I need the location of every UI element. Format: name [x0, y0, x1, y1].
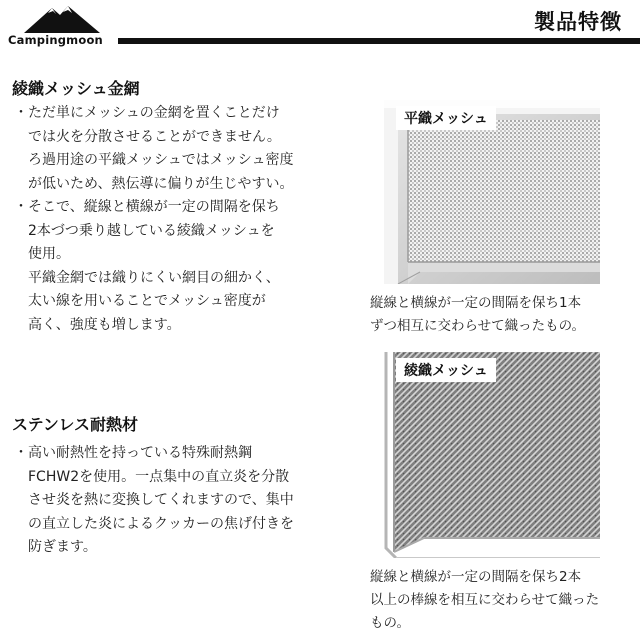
plain-weave-mesh-image	[384, 100, 600, 284]
twill-weave-mesh-image	[384, 352, 600, 558]
plain-weave-caption	[370, 292, 585, 338]
caption-line: もの。	[370, 615, 410, 631]
caption-line: ずつ相互に交わらせて織ったもの。	[370, 318, 586, 334]
body-line: ろ過用途の平織メッシュではメッシュ密度	[14, 152, 294, 168]
body-line: では火を分散させることができません。	[14, 128, 281, 145]
header-divider-bar	[118, 38, 640, 44]
page-header	[0, 0, 640, 56]
mountain-logo-icon	[22, 2, 102, 34]
body-line: FCHW2を使用。一点集中の直立炎を分散	[14, 468, 290, 485]
body-line: ・高い耐熱性を持っている特殊耐熱鋼	[14, 445, 252, 461]
plain-weave-label: 平織メッシュ	[396, 106, 496, 130]
brand-logo-text: Campingmoon	[8, 33, 103, 47]
body-line: ・そこで、縦線と横線が一定の間隔を保ち	[14, 199, 280, 215]
body-line: 太い線を用いることでメッシュ密度が	[14, 293, 266, 309]
section-heading-twill-mesh: 綾織メッシュ金網	[12, 79, 140, 98]
caption-line: 以上の棒線を相互に交わらせて織った	[370, 592, 600, 608]
twill-weave-label: 綾織メッシュ	[396, 358, 496, 382]
body-line: が低いため、熱伝導に偏りが生じやすい。	[14, 175, 294, 192]
body-line: 防ぎます。	[14, 539, 97, 555]
section-body-twill-mesh	[14, 102, 293, 337]
body-line: 高く、強度も増します。	[14, 316, 181, 333]
caption-line: 縦線と横線が一定の間隔を保ち1本	[370, 295, 582, 311]
caption-line: 縦線と横線が一定の間隔を保ち2本	[370, 569, 582, 585]
body-line: 平織金網では織りにくい網目の細かく、	[14, 269, 280, 286]
body-line: ・ただ単にメッシュの金網を置くことだけ	[14, 105, 280, 121]
section-body-heat-resistant	[14, 442, 294, 560]
body-line: の直立した炎によるクッカーの焦げ付きを	[14, 515, 294, 532]
body-line: 使用。	[14, 246, 70, 262]
twill-weave-caption	[370, 566, 599, 635]
body-line: 2本づつ乗り越している綾織メッシュを	[14, 222, 275, 239]
twill-weave-mesh-photo	[384, 352, 600, 558]
section-heading-heat-resistant: ステンレス耐熱材	[12, 415, 139, 434]
body-line: させ炎を熱に変換してくれますので、集中	[14, 492, 294, 508]
page-title: 製品特徴	[534, 10, 622, 34]
